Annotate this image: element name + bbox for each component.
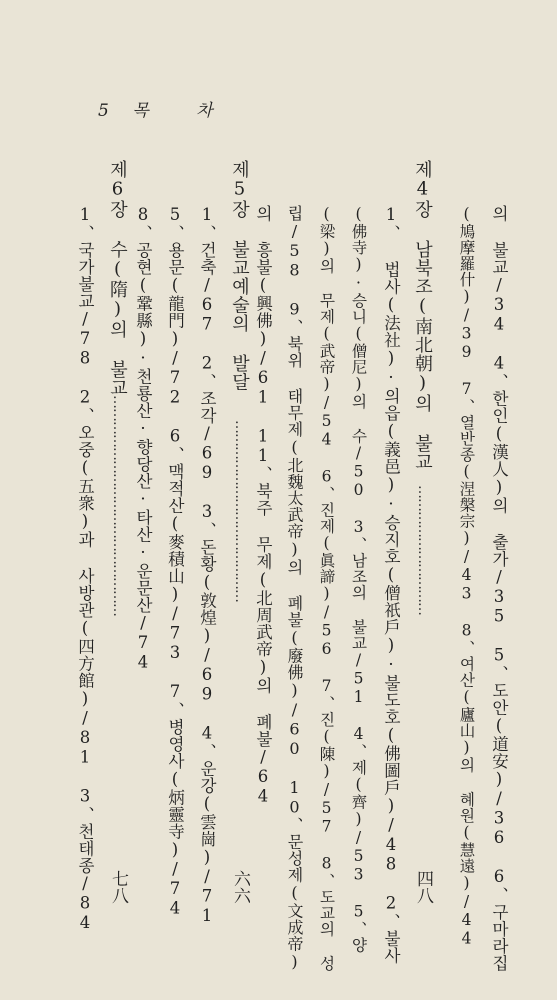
chapter-heading: 제6장 수(隋)의 불교 — [107, 160, 128, 397]
toc-line: 1、국가불교/78 2、오중(五衆)과 사방관(四方館)/81 3、천태종/84 — [75, 205, 95, 933]
chapter-heading: 제4장 남북조(南北朝)의 불교 — [412, 160, 433, 471]
chapter-page: 七八 — [108, 870, 128, 904]
toc-line: (佛寺)·승니(僧尼)의 수/50 3、남조의 불교/51 4、제(齊)/53 5、양 — [349, 205, 368, 953]
leader-dots: …………………………………………… — [110, 395, 126, 616]
leader-dots: …………………………………… — [232, 420, 248, 602]
page-header — [98, 96, 213, 121]
page-number: 5 — [98, 101, 109, 121]
header-word-2: 차 — [196, 101, 213, 121]
toc-line: 8、공현(鞏縣)·천룡산·향당산·타산·운문산/74 — [133, 205, 153, 672]
toc-line: (鳩摩羅什)/39 7、열반종(涅槃宗)/43 8、여산(廬山)의 혜원(慧遠)/44 — [457, 205, 476, 948]
chapter-page: 六六 — [230, 870, 250, 904]
toc-line: 5、용문(龍門)/72 6、맥적산(麥積山)/73 7、병영사(炳靈寺)/74 — [165, 205, 185, 918]
toc-line: 의 흥불(興佛)/61 11、북주 무제(北周武帝)의 폐불/64 — [253, 205, 273, 806]
chapter-heading: 제5장 불교예술의 발달 — [229, 160, 250, 391]
toc-line: (梁)의 무제(武帝)/54 6、진제(眞諦)/56 7、진(陳)/57 8、도교의 성 — [317, 205, 336, 972]
toc-line: 1、건축/67 2、조각/69 3、돈황(敦煌)/69 4、운강(雲崗)/71 — [197, 205, 217, 926]
toc-line: 의 불교/34 4、한인(漢人)의 출가/35 5、도안(道安)/36 6、구마라집 — [489, 205, 509, 972]
toc-line: 1、 법사(法社)·의읍(義邑)·승지호(僧祇戶)·불도호(佛圖戶)/48 2、불사 — [381, 205, 401, 964]
chapter-page: 四八 — [413, 870, 433, 904]
header-word-1: 목 — [132, 101, 149, 121]
leader-dots: ………………………… — [415, 485, 431, 615]
toc-line: 립/58 9、북위 태무제(北魏太武帝)의 폐불(廢佛)/60 10、문성제(文成帝) — [285, 205, 304, 972]
